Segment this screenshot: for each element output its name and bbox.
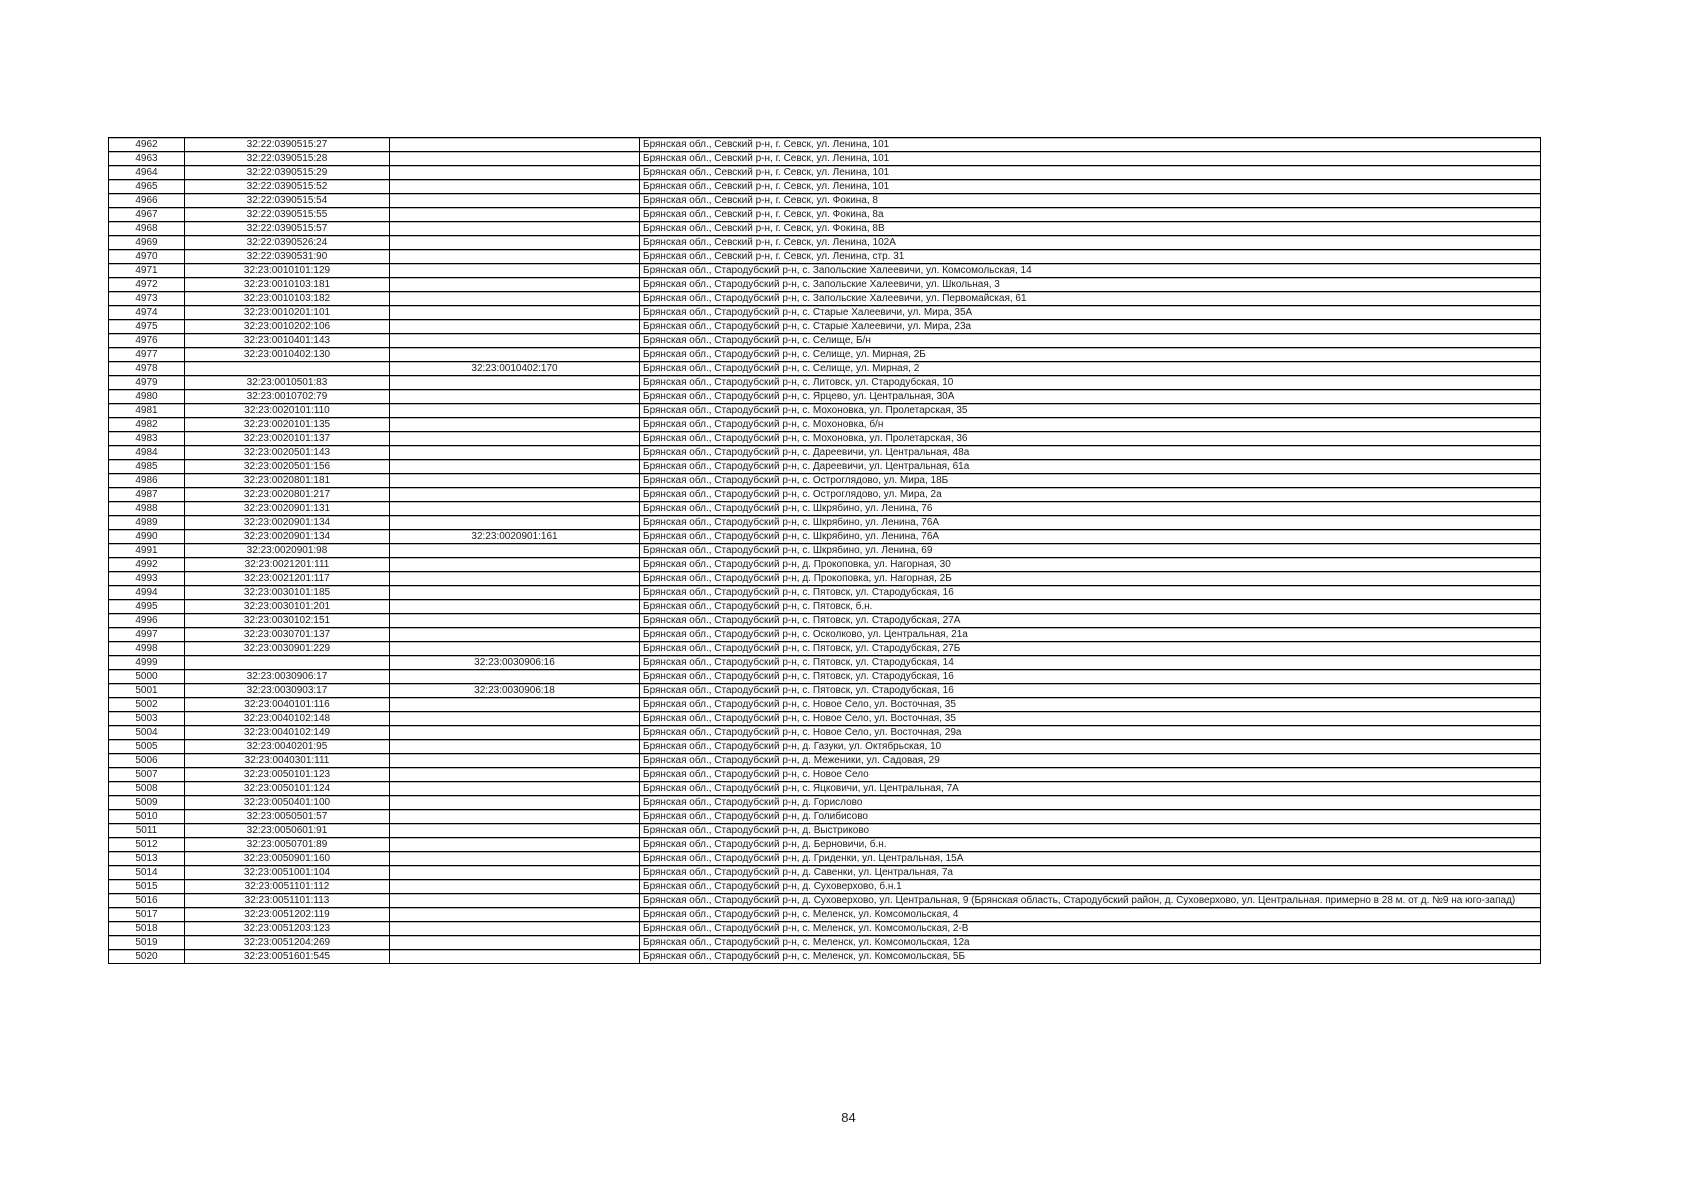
cell-cadastral-number: 32:23:0040102:148	[185, 712, 390, 726]
cell-address: Брянская обл., Севский р-н, г. Севск, ул. Фокина, 8а	[640, 208, 1541, 222]
table-row	[109, 796, 1541, 810]
cell-cadastral-number: 32:23:0021201:117	[185, 572, 390, 586]
cell-cadastral-number: 32:23:0020101:110	[185, 404, 390, 418]
cell-cadastral-number: 32:23:0020801:217	[185, 488, 390, 502]
cell-row-number: 5020	[109, 950, 185, 964]
cell-row-number: 5009	[109, 796, 185, 810]
cell-row-number: 4973	[109, 292, 185, 306]
cell-address: Брянская обл., Севский р-н, г. Севск, ул. Ленина, 102А	[640, 236, 1541, 250]
cell-row-number: 5006	[109, 754, 185, 768]
cadastral-table-body	[109, 138, 1541, 964]
cell-cadastral-number: 32:23:0021201:111	[185, 558, 390, 572]
cell-cadastral-number-secondary	[390, 782, 640, 796]
cell-address: Брянская обл., Стародубский р-н, д. Гриденки, ул. Центральная, 15А	[640, 852, 1541, 866]
cell-cadastral-number: 32:22:0390515:29	[185, 166, 390, 180]
cell-cadastral-number-secondary	[390, 502, 640, 516]
table-row	[109, 138, 1541, 152]
cell-address: Брянская обл., Стародубский р-н, д. Суховерхово, ул. Центральная, 9 (Брянская область, Стародубский район, д. Суховерхово, ул. Центральная. примерно в 28 м. от д. №9 на юго-запад)	[640, 894, 1541, 908]
cell-address: Брянская обл., Стародубский р-н, д. Газуки, ул. Октябрьская, 10	[640, 740, 1541, 754]
cell-cadastral-number-secondary	[390, 264, 640, 278]
cell-address: Брянская обл., Стародубский р-н, с. Селище, ул. Мирная, 2Б	[640, 348, 1541, 362]
cell-address: Брянская обл., Стародубский р-н, с. Селище, ул. Мирная, 2	[640, 362, 1541, 376]
cell-cadastral-number: 32:23:0010103:182	[185, 292, 390, 306]
cell-address: Брянская обл., Стародубский р-н, с. Меленск, ул. Комсомольская, 12а	[640, 936, 1541, 950]
cell-address: Брянская обл., Стародубский р-н, с. Старые Халеевичи, ул. Мира, 35А	[640, 306, 1541, 320]
cell-address: Брянская обл., Стародубский р-н, с. Меленск, ул. Комсомольская, 5Б	[640, 950, 1541, 964]
cell-row-number: 4974	[109, 306, 185, 320]
cell-address: Брянская обл., Стародубский р-н, д. Горислово	[640, 796, 1541, 810]
cell-address: Брянская обл., Стародубский р-н, с. Пятовск, ул. Стародубская, 16	[640, 670, 1541, 684]
cell-row-number: 4998	[109, 642, 185, 656]
cell-row-number: 5018	[109, 922, 185, 936]
cell-cadastral-number: 32:23:0030906:17	[185, 670, 390, 684]
cell-row-number: 5010	[109, 810, 185, 824]
cell-row-number: 4990	[109, 530, 185, 544]
table-row	[109, 222, 1541, 236]
cell-address: Брянская обл., Стародубский р-н, с. Остроглядово, ул. Мира, 2а	[640, 488, 1541, 502]
cell-cadastral-number: 32:23:0050101:123	[185, 768, 390, 782]
cell-cadastral-number-secondary	[390, 138, 640, 152]
cell-address: Брянская обл., Стародубский р-н, с. Пятовск, ул. Стародубская, 14	[640, 656, 1541, 670]
cell-row-number: 4972	[109, 278, 185, 292]
cell-row-number: 5007	[109, 768, 185, 782]
table-row	[109, 432, 1541, 446]
cell-address: Брянская обл., Стародубский р-н, с. Шкрябино, ул. Ленина, 69	[640, 544, 1541, 558]
cell-address: Брянская обл., Стародубский р-н, с. Мохоновка, ул. Пролетарская, 35	[640, 404, 1541, 418]
cell-cadastral-number: 32:23:0040201:95	[185, 740, 390, 754]
cell-cadastral-number-secondary	[390, 334, 640, 348]
cell-cadastral-number-secondary	[390, 180, 640, 194]
table-row	[109, 782, 1541, 796]
cell-address: Брянская обл., Стародубский р-н, с. Новое Село, ул. Восточная, 35	[640, 698, 1541, 712]
table-row	[109, 306, 1541, 320]
table-row	[109, 894, 1541, 908]
cell-cadastral-number-secondary	[390, 376, 640, 390]
cell-cadastral-number: 32:22:0390515:55	[185, 208, 390, 222]
cell-cadastral-number-secondary	[390, 600, 640, 614]
cell-cadastral-number: 32:23:0030101:201	[185, 600, 390, 614]
table-row	[109, 922, 1541, 936]
cell-cadastral-number: 32:23:0020801:181	[185, 474, 390, 488]
table-row	[109, 544, 1541, 558]
cell-cadastral-number-secondary	[390, 572, 640, 586]
table-row	[109, 208, 1541, 222]
cell-cadastral-number-secondary	[390, 544, 640, 558]
table-row	[109, 684, 1541, 698]
table-row	[109, 460, 1541, 474]
cell-cadastral-number-secondary	[390, 614, 640, 628]
cell-cadastral-number: 32:23:0010103:181	[185, 278, 390, 292]
cell-row-number: 4964	[109, 166, 185, 180]
cell-address: Брянская обл., Стародубский р-н, с. Остроглядово, ул. Мира, 18Б	[640, 474, 1541, 488]
cell-address: Брянская обл., Стародубский р-н, д. Савенки, ул. Центральная, 7а	[640, 866, 1541, 880]
cell-address: Брянская обл., Стародубский р-н, с. Запольские Халеевичи, ул. Комсомольская, 14	[640, 264, 1541, 278]
table-row	[109, 558, 1541, 572]
cell-cadastral-number-secondary	[390, 250, 640, 264]
cell-row-number: 4976	[109, 334, 185, 348]
cell-cadastral-number-secondary	[390, 628, 640, 642]
table-row	[109, 656, 1541, 670]
cell-address: Брянская обл., Стародубский р-н, с. Мохоновка, б/н	[640, 418, 1541, 432]
table-row	[109, 726, 1541, 740]
cell-row-number: 4963	[109, 152, 185, 166]
table-row	[109, 712, 1541, 726]
cell-cadastral-number: 32:23:0020101:135	[185, 418, 390, 432]
table-row	[109, 418, 1541, 432]
cell-row-number: 5005	[109, 740, 185, 754]
cell-row-number: 5001	[109, 684, 185, 698]
cell-cadastral-number-secondary	[390, 712, 640, 726]
table-row	[109, 334, 1541, 348]
table-row	[109, 292, 1541, 306]
cell-cadastral-number-secondary	[390, 810, 640, 824]
cell-address: Брянская обл., Стародубский р-н, с. Шкрябино, ул. Ленина, 76	[640, 502, 1541, 516]
table-row	[109, 530, 1541, 544]
table-row	[109, 362, 1541, 376]
cell-cadastral-number-secondary	[390, 922, 640, 936]
cell-cadastral-number: 32:23:0051101:113	[185, 894, 390, 908]
cell-cadastral-number: 32:23:0010401:143	[185, 334, 390, 348]
cell-cadastral-number: 32:23:0051601:545	[185, 950, 390, 964]
cell-cadastral-number: 32:23:0051202:119	[185, 908, 390, 922]
cell-cadastral-number-secondary	[390, 208, 640, 222]
cell-cadastral-number-secondary	[390, 852, 640, 866]
cell-row-number: 4995	[109, 600, 185, 614]
cell-cadastral-number-secondary	[390, 278, 640, 292]
cell-cadastral-number-secondary	[390, 558, 640, 572]
cell-cadastral-number-secondary	[390, 950, 640, 964]
cell-row-number: 4975	[109, 320, 185, 334]
cell-row-number: 4966	[109, 194, 185, 208]
cell-cadastral-number	[185, 362, 390, 376]
table-row	[109, 642, 1541, 656]
cell-cadastral-number: 32:23:0050501:57	[185, 810, 390, 824]
table-row	[109, 320, 1541, 334]
cell-address: Брянская обл., Севский р-н, г. Севск, ул. Ленина, 101	[640, 166, 1541, 180]
cell-cadastral-number-secondary	[390, 320, 640, 334]
cell-cadastral-number: 32:23:0050101:124	[185, 782, 390, 796]
cell-row-number: 4994	[109, 586, 185, 600]
table-row	[109, 348, 1541, 362]
cell-address: Брянская обл., Стародубский р-н, д. Прокоповка, ул. Нагорная, 30	[640, 558, 1541, 572]
cell-row-number: 4991	[109, 544, 185, 558]
cell-address: Брянская обл., Стародубский р-н, с. Селище, Б/н	[640, 334, 1541, 348]
cell-cadastral-number: 32:23:0020901:134	[185, 530, 390, 544]
cell-cadastral-number-secondary	[390, 824, 640, 838]
cell-row-number: 5014	[109, 866, 185, 880]
cell-row-number: 4985	[109, 460, 185, 474]
cell-row-number: 4992	[109, 558, 185, 572]
table-row	[109, 586, 1541, 600]
cell-cadastral-number: 32:23:0051101:112	[185, 880, 390, 894]
table-row	[109, 376, 1541, 390]
table-row	[109, 768, 1541, 782]
cell-address: Брянская обл., Стародубский р-н, с. Литовск, ул. Стародубская, 10	[640, 376, 1541, 390]
cell-cadastral-number: 32:23:0020901:131	[185, 502, 390, 516]
table-row	[109, 936, 1541, 950]
cell-cadastral-number-secondary: 32:23:0030906:16	[390, 656, 640, 670]
cell-address: Брянская обл., Стародубский р-н, с. Шкрябино, ул. Ленина, 76А	[640, 530, 1541, 544]
table-row	[109, 908, 1541, 922]
cell-address: Брянская обл., Стародубский р-н, с. Новое Село, ул. Восточная, 35	[640, 712, 1541, 726]
cell-cadastral-number: 32:23:0010402:130	[185, 348, 390, 362]
cell-address: Брянская обл., Стародубский р-н, с. Меленск, ул. Комсомольская, 4	[640, 908, 1541, 922]
cell-cadastral-number: 32:23:0010702:79	[185, 390, 390, 404]
cell-cadastral-number-secondary	[390, 348, 640, 362]
cell-address: Брянская обл., Стародубский р-н, с. Яцковичи, ул. Центральная, 7А	[640, 782, 1541, 796]
cell-cadastral-number-secondary	[390, 516, 640, 530]
table-row	[109, 474, 1541, 488]
cell-cadastral-number: 32:23:0020501:156	[185, 460, 390, 474]
table-row	[109, 404, 1541, 418]
cell-address: Брянская обл., Стародубский р-н, с. Пятовск, ул. Стародубская, 27Б	[640, 642, 1541, 656]
cell-cadastral-number-secondary: 32:23:0010402:170	[390, 362, 640, 376]
table-row	[109, 698, 1541, 712]
cell-cadastral-number-secondary	[390, 166, 640, 180]
cell-cadastral-number-secondary	[390, 796, 640, 810]
cell-address: Брянская обл., Севский р-н, г. Севск, ул. Ленина, 101	[640, 180, 1541, 194]
cell-cadastral-number-secondary	[390, 642, 640, 656]
cell-cadastral-number: 32:22:0390515:27	[185, 138, 390, 152]
cell-address: Брянская обл., Стародубский р-н, с. Осколково, ул. Центральная, 21а	[640, 628, 1541, 642]
cell-row-number: 4977	[109, 348, 185, 362]
table-row	[109, 516, 1541, 530]
table-row	[109, 824, 1541, 838]
cell-cadastral-number: 32:23:0010501:83	[185, 376, 390, 390]
cell-cadastral-number-secondary	[390, 894, 640, 908]
cell-row-number: 4969	[109, 236, 185, 250]
cell-cadastral-number: 32:23:0051203:123	[185, 922, 390, 936]
cell-row-number: 5000	[109, 670, 185, 684]
cell-cadastral-number: 32:22:0390526:24	[185, 236, 390, 250]
cell-row-number: 4970	[109, 250, 185, 264]
cell-row-number: 5013	[109, 852, 185, 866]
cell-cadastral-number: 32:22:0390515:28	[185, 152, 390, 166]
cell-cadastral-number	[185, 656, 390, 670]
cell-row-number: 4984	[109, 446, 185, 460]
cell-cadastral-number: 32:23:0040101:116	[185, 698, 390, 712]
table-row	[109, 446, 1541, 460]
cell-address: Брянская обл., Стародубский р-н, д. Суховерхово, б.н.1	[640, 880, 1541, 894]
cell-row-number: 5004	[109, 726, 185, 740]
cell-cadastral-number-secondary	[390, 908, 640, 922]
table-row	[109, 572, 1541, 586]
table-row	[109, 166, 1541, 180]
cell-cadastral-number-secondary	[390, 726, 640, 740]
cell-cadastral-number: 32:23:0040301:111	[185, 754, 390, 768]
table-row	[109, 880, 1541, 894]
table-row	[109, 670, 1541, 684]
cell-address: Брянская обл., Стародубский р-н, с. Мохоновка, ул. Пролетарская, 36	[640, 432, 1541, 446]
cell-address: Брянская обл., Стародубский р-н, д. Меженики, ул. Садовая, 29	[640, 754, 1541, 768]
cell-cadastral-number: 32:23:0020101:137	[185, 432, 390, 446]
table-row	[109, 488, 1541, 502]
cell-cadastral-number: 32:22:0390515:57	[185, 222, 390, 236]
cell-cadastral-number-secondary	[390, 236, 640, 250]
cell-address: Брянская обл., Стародубский р-н, с. Дареевичи, ул. Центральная, 48а	[640, 446, 1541, 460]
table-row	[109, 250, 1541, 264]
cell-address: Брянская обл., Стародубский р-н, с. Запольские Халеевичи, ул. Школьная, 3	[640, 278, 1541, 292]
table-row	[109, 810, 1541, 824]
cell-cadastral-number: 32:23:0040102:149	[185, 726, 390, 740]
cell-row-number: 4979	[109, 376, 185, 390]
cell-cadastral-number: 32:23:0030903:17	[185, 684, 390, 698]
cell-cadastral-number: 32:23:0050601:91	[185, 824, 390, 838]
cell-cadastral-number-secondary: 32:23:0030906:18	[390, 684, 640, 698]
cell-cadastral-number-secondary	[390, 390, 640, 404]
cell-row-number: 4999	[109, 656, 185, 670]
cell-row-number: 4962	[109, 138, 185, 152]
cell-cadastral-number: 32:23:0050401:100	[185, 796, 390, 810]
cell-cadastral-number-secondary	[390, 670, 640, 684]
cell-address: Брянская обл., Стародубский р-н, с. Дареевичи, ул. Центральная, 61а	[640, 460, 1541, 474]
cell-address: Брянская обл., Стародубский р-н, с. Пятовск, ул. Стародубская, 16	[640, 586, 1541, 600]
cell-row-number: 5019	[109, 936, 185, 950]
cell-cadastral-number-secondary	[390, 754, 640, 768]
cell-cadastral-number: 32:23:0010201:101	[185, 306, 390, 320]
cell-row-number: 4965	[109, 180, 185, 194]
table-row	[109, 628, 1541, 642]
table-row	[109, 838, 1541, 852]
cell-cadastral-number: 32:23:0020901:98	[185, 544, 390, 558]
cell-cadastral-number: 32:23:0050701:89	[185, 838, 390, 852]
cell-cadastral-number: 32:22:0390515:52	[185, 180, 390, 194]
cell-cadastral-number-secondary	[390, 838, 640, 852]
cell-row-number: 5002	[109, 698, 185, 712]
cell-row-number: 5011	[109, 824, 185, 838]
cell-cadastral-number-secondary	[390, 474, 640, 488]
cell-row-number: 4971	[109, 264, 185, 278]
table-row	[109, 740, 1541, 754]
cell-address: Брянская обл., Стародубский р-н, д. Прокоповка, ул. Нагорная, 2Б	[640, 572, 1541, 586]
cell-row-number: 4986	[109, 474, 185, 488]
cell-address: Брянская обл., Стародубский р-н, с. Новое Село, ул. Восточная, 29а	[640, 726, 1541, 740]
cell-address: Брянская обл., Стародубский р-н, с. Старые Халеевичи, ул. Мира, 23а	[640, 320, 1541, 334]
cell-address: Брянская обл., Севский р-н, г. Севск, ул. Ленина, 101	[640, 152, 1541, 166]
table-row	[109, 950, 1541, 964]
cell-row-number: 5015	[109, 880, 185, 894]
cell-row-number: 4978	[109, 362, 185, 376]
cell-cadastral-number-secondary	[390, 222, 640, 236]
cell-cadastral-number: 32:23:0010101:129	[185, 264, 390, 278]
cell-cadastral-number-secondary	[390, 740, 640, 754]
cell-cadastral-number: 32:23:0020501:143	[185, 446, 390, 460]
cell-row-number: 4987	[109, 488, 185, 502]
cell-cadastral-number-secondary	[390, 292, 640, 306]
page-number: 84	[841, 1110, 856, 1125]
cell-cadastral-number-secondary	[390, 404, 640, 418]
cell-row-number: 5016	[109, 894, 185, 908]
cell-row-number: 4988	[109, 502, 185, 516]
cell-cadastral-number: 32:23:0051204:269	[185, 936, 390, 950]
cell-address: Брянская обл., Стародубский р-н, с. Пятовск, ул. Стародубская, 16	[640, 684, 1541, 698]
cell-address: Брянская обл., Стародубский р-н, с. Шкрябино, ул. Ленина, 76А	[640, 516, 1541, 530]
cell-row-number: 4996	[109, 614, 185, 628]
cell-address: Брянская обл., Стародубский р-н, с. Меленск, ул. Комсомольская, 2-В	[640, 922, 1541, 936]
cell-address: Брянская обл., Стародубский р-н, д. Берновичи, б.н.	[640, 838, 1541, 852]
cell-cadastral-number-secondary	[390, 194, 640, 208]
table-row	[109, 866, 1541, 880]
cell-cadastral-number: 32:23:0030101:185	[185, 586, 390, 600]
cell-cadastral-number-secondary	[390, 460, 640, 474]
cell-cadastral-number: 32:22:0390515:54	[185, 194, 390, 208]
cell-cadastral-number-secondary	[390, 880, 640, 894]
table-row	[109, 852, 1541, 866]
table-row	[109, 390, 1541, 404]
cell-row-number: 5017	[109, 908, 185, 922]
cell-cadastral-number-secondary	[390, 446, 640, 460]
cell-cadastral-number: 32:23:0050901:160	[185, 852, 390, 866]
cell-cadastral-number: 32:23:0020901:134	[185, 516, 390, 530]
cell-cadastral-number-secondary: 32:23:0020901:161	[390, 530, 640, 544]
cell-row-number: 4968	[109, 222, 185, 236]
cell-cadastral-number-secondary	[390, 936, 640, 950]
cell-address: Брянская обл., Стародубский р-н, с. Пятовск, б.н.	[640, 600, 1541, 614]
cell-cadastral-number: 32:23:0030701:137	[185, 628, 390, 642]
cell-row-number: 5008	[109, 782, 185, 796]
cell-row-number: 4993	[109, 572, 185, 586]
table-row	[109, 600, 1541, 614]
cell-row-number: 4997	[109, 628, 185, 642]
cell-cadastral-number-secondary	[390, 488, 640, 502]
cell-cadastral-number: 32:22:0390531:90	[185, 250, 390, 264]
cell-cadastral-number-secondary	[390, 586, 640, 600]
cell-cadastral-number-secondary	[390, 768, 640, 782]
table-row	[109, 236, 1541, 250]
cell-address: Брянская обл., Стародубский р-н, с. Запольские Халеевичи, ул. Первомайская, 61	[640, 292, 1541, 306]
cell-address: Брянская обл., Севский р-н, г. Севск, ул. Фокина, 8В	[640, 222, 1541, 236]
table-row	[109, 278, 1541, 292]
cell-address: Брянская обл., Стародубский р-н, с. Ярцево, ул. Центральная, 30А	[640, 390, 1541, 404]
cadastral-table	[108, 137, 1541, 964]
table-row	[109, 194, 1541, 208]
table-row	[109, 502, 1541, 516]
cell-row-number: 4980	[109, 390, 185, 404]
cell-cadastral-number-secondary	[390, 306, 640, 320]
table-row	[109, 614, 1541, 628]
cell-address: Брянская обл., Стародубский р-н, с. Пятовск, ул. Стародубская, 27А	[640, 614, 1541, 628]
cell-row-number: 4989	[109, 516, 185, 530]
cell-address: Брянская обл., Стародубский р-н, д. Голибисово	[640, 810, 1541, 824]
table-row	[109, 180, 1541, 194]
cell-row-number: 5012	[109, 838, 185, 852]
cell-cadastral-number-secondary	[390, 698, 640, 712]
cell-row-number: 5003	[109, 712, 185, 726]
cell-row-number: 4982	[109, 418, 185, 432]
cell-cadastral-number-secondary	[390, 432, 640, 446]
cell-address: Брянская обл., Севский р-н, г. Севск, ул. Фокина, 8	[640, 194, 1541, 208]
cell-row-number: 4981	[109, 404, 185, 418]
table-row	[109, 264, 1541, 278]
cell-cadastral-number: 32:23:0030102:151	[185, 614, 390, 628]
cell-address: Брянская обл., Стародубский р-н, с. Новое Село	[640, 768, 1541, 782]
cell-cadastral-number: 32:23:0051001:104	[185, 866, 390, 880]
table-row	[109, 152, 1541, 166]
cell-cadastral-number-secondary	[390, 866, 640, 880]
cell-address: Брянская обл., Стародубский р-н, д. Выстриково	[640, 824, 1541, 838]
cell-address: Брянская обл., Севский р-н, г. Севск, ул. Ленина, 101	[640, 138, 1541, 152]
cell-cadastral-number: 32:23:0030901:229	[185, 642, 390, 656]
cell-address: Брянская обл., Севский р-н, г. Севск, ул. Ленина, стр. 31	[640, 250, 1541, 264]
cell-cadastral-number-secondary	[390, 152, 640, 166]
cell-row-number: 4983	[109, 432, 185, 446]
cell-row-number: 4967	[109, 208, 185, 222]
table-row	[109, 754, 1541, 768]
cell-cadastral-number-secondary	[390, 418, 640, 432]
cell-cadastral-number: 32:23:0010202:106	[185, 320, 390, 334]
